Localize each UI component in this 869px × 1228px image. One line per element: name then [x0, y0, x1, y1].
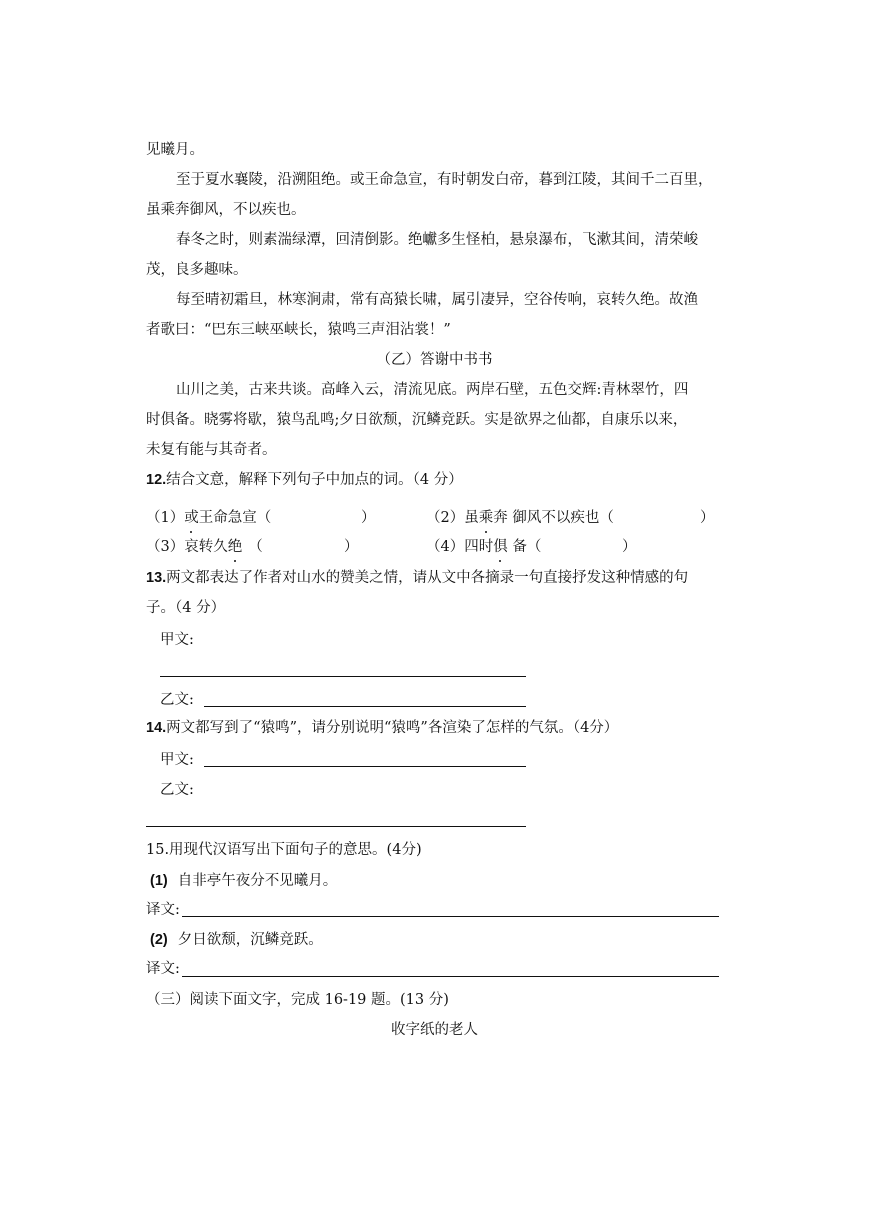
answer-line[interactable]: [204, 766, 526, 767]
item-text: 备（: [507, 539, 542, 555]
passage-line: 时俱备。晓雾将歇，猿鸟乱鸣;夕日欲颓，沉鳞竞跃。实是欲界之仙都，自康乐以来，: [146, 412, 688, 428]
question-number: 13.: [146, 570, 167, 586]
item-prefix: （1）: [146, 510, 185, 526]
passage-line: 茂，良多趣味。: [146, 262, 248, 278]
q12-item-4: [426, 537, 541, 557]
question-number: 14.: [146, 720, 167, 736]
dotted-word: 俱: [493, 539, 508, 555]
question-13: [146, 568, 688, 588]
item-text: 王命急宣（: [198, 510, 272, 526]
q12-item-1: [146, 508, 271, 528]
q12-item-2-close: ）: [700, 510, 715, 526]
q12-item-4-close: ）: [622, 539, 637, 555]
q15-sentence-1: [150, 871, 337, 891]
passage-line: 山川之美，古来共谈。高峰入云，清流见底。两岸石壁，五色交辉:青林翠竹，四: [176, 382, 689, 398]
question-text-cont: 子。（4 分）: [146, 600, 226, 616]
question-text: 两文都表达了作者对山水的赞美之情，请从文中各摘录一句直接抒发这种情感的句: [166, 570, 689, 586]
answer-line[interactable]: [146, 826, 526, 827]
q12-item-1-close: ）: [361, 510, 376, 526]
question-14: [146, 718, 618, 738]
item-prefix: （3）哀转久: [146, 539, 228, 555]
question-12: [146, 470, 463, 490]
sentence-text: 夕日欲颓，沉鳞竞跃。: [177, 932, 323, 948]
question-number: 12.: [146, 472, 167, 488]
passage-line: 者歌曰：“巴东三峡巫峡长，猿鸣三声泪沾裳！”: [146, 322, 451, 338]
answer-line[interactable]: [204, 706, 526, 707]
answer-label-yi: 乙文:: [160, 692, 194, 708]
q15-sentence-2: [150, 930, 323, 950]
passage-yi-title: （乙）答谢中书书: [376, 352, 493, 368]
question-15: 15.用现代汉语写出下面句子的意思。(4分): [146, 842, 422, 858]
question-text: 结合文意，解释下列句子中加点的词。（4 分）: [166, 472, 463, 488]
item-number: (2): [150, 932, 168, 948]
translation-answer-line[interactable]: [182, 976, 719, 977]
dotted-word: 绝: [227, 539, 243, 555]
passage-line: 至于夏水襄陵，沿溯阻绝。或王命急宣，有时朝发白帝，暮到江陵，其间千二百里，: [176, 172, 713, 188]
q12-item-3-close: ）: [344, 539, 359, 555]
dotted-word: 乘: [478, 510, 494, 526]
answer-label-jia: 甲文:: [160, 752, 194, 768]
item-number: (1): [150, 873, 168, 889]
translation-label: 译文:: [146, 961, 180, 977]
q12-item-2: [426, 508, 614, 528]
article-title: 收字纸的老人: [391, 1022, 478, 1038]
item-text: 奔 御风不以疾也（: [493, 510, 614, 526]
translation-answer-line[interactable]: [182, 916, 719, 917]
q12-item-3: [146, 537, 263, 557]
passage-line: 虽乘奔御风，不以疾也。: [146, 202, 306, 218]
item-prefix: （2）虽: [426, 510, 479, 526]
answer-label-yi: 乙文:: [160, 782, 194, 798]
dotted-word: 或: [184, 510, 199, 526]
translation-label: 译文:: [146, 902, 180, 918]
answer-label-jia: 甲文:: [160, 632, 194, 648]
item-text: （: [248, 539, 263, 555]
passage-line: 每至晴初霜旦，林寒涧肃，常有高猿长啸，属引凄异，空谷传响，哀转久绝。故渔: [176, 292, 698, 308]
sentence-text: 自非亭午夜分不见曦月。: [177, 873, 338, 889]
passage-line: 春冬之时，则素湍绿潭，回清倒影。绝巘多生怪柏，悬泉瀑布，飞漱其间，清荣峻: [176, 232, 698, 248]
section-intro: （三）阅读下面文字，完成 16-19 题。(13 分): [146, 992, 449, 1008]
passage-line: 见曦月。: [146, 142, 204, 158]
passage-line: 未复有能与其奇者。: [146, 442, 277, 458]
question-text: 两文都写到了“猿鸣”，请分别说明“猿鸣”各渲染了怎样的气氛。（4分）: [166, 720, 619, 736]
answer-line[interactable]: [160, 676, 526, 677]
item-prefix: （4）四时: [426, 539, 494, 555]
